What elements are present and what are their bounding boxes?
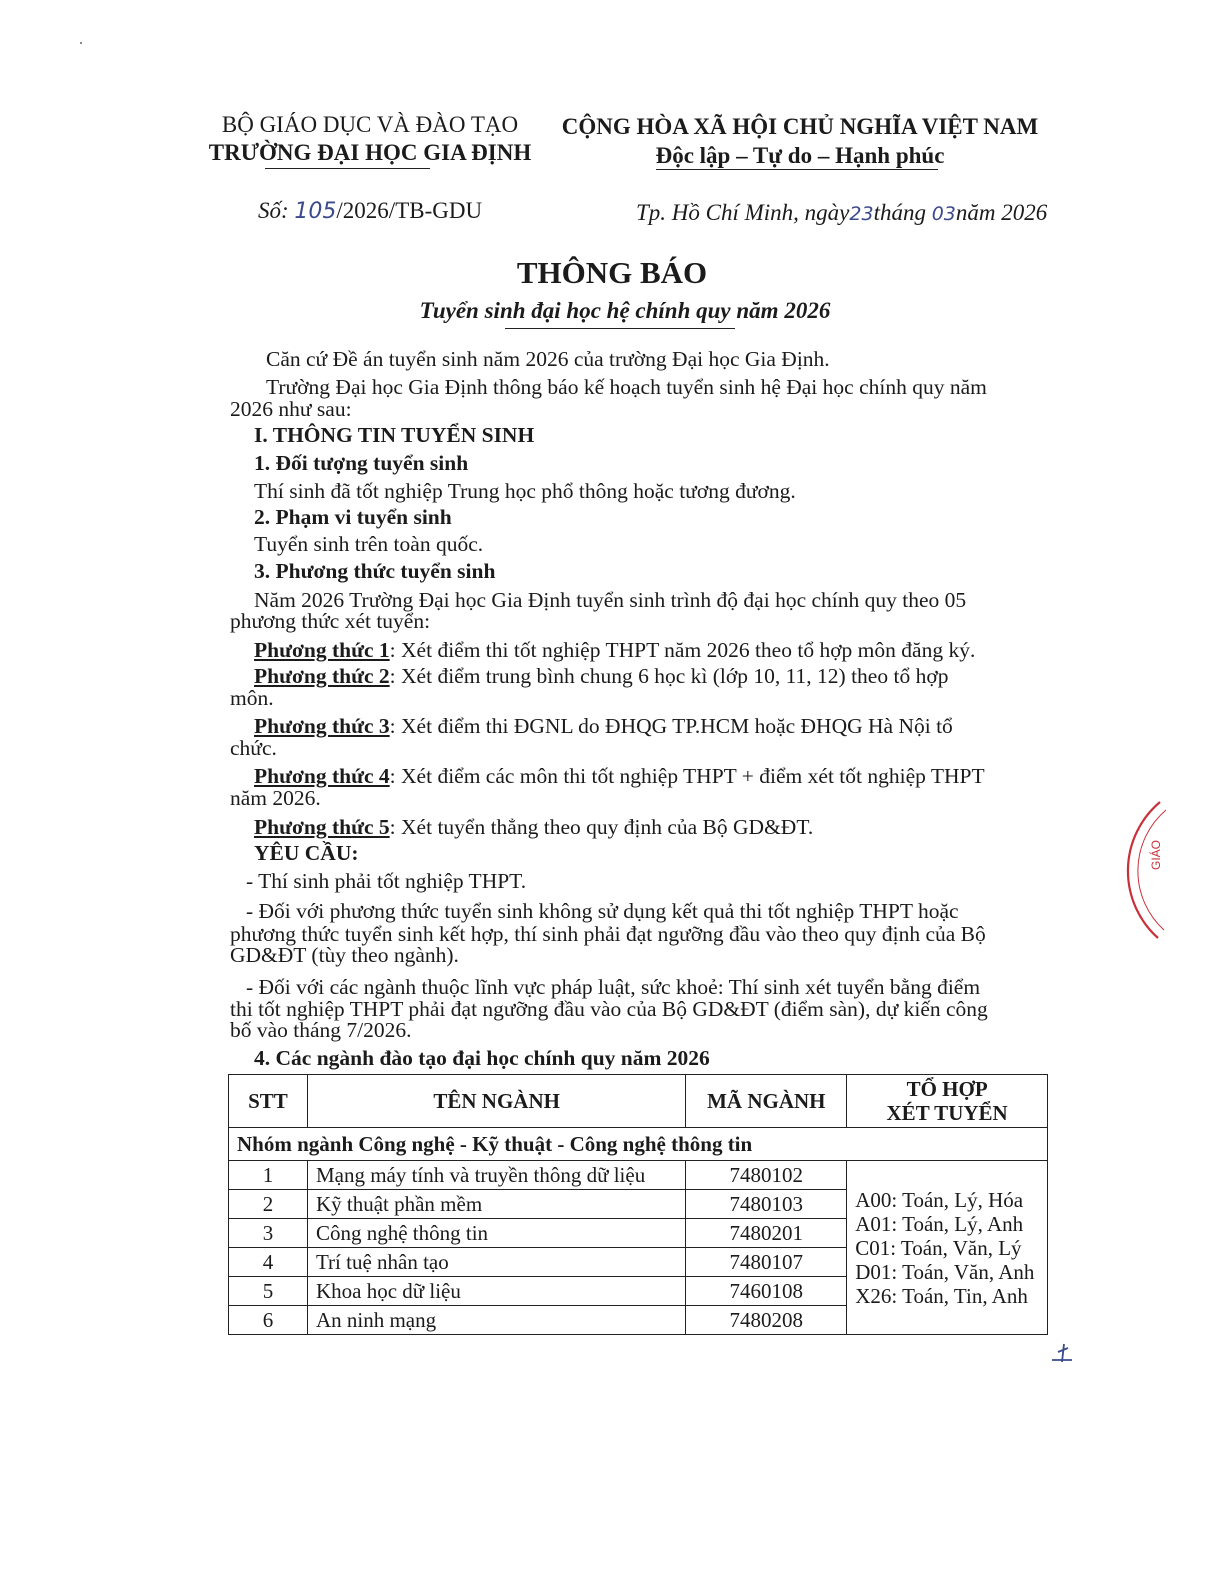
date-month: 03 [931, 203, 956, 225]
row-code: 7480102 [686, 1161, 847, 1190]
row-name: An ninh mạng [307, 1306, 685, 1335]
combo-item: C01: Toán, Văn, Lý [855, 1235, 1022, 1260]
row-stt: 3 [229, 1219, 308, 1248]
requirement-3c: bố vào tháng 7/2026. [230, 1018, 412, 1042]
method-1 [254, 638, 1054, 662]
method-2-text-b: môn. [230, 686, 274, 710]
combo-item: D01: Toán, Văn, Anh [855, 1259, 1035, 1284]
intro-line-2a: Trường Đại học Gia Định thông báo kế hoạch tuyển sinh hệ Đại học chính quy năm [266, 375, 987, 399]
initial-mark-icon [1048, 1340, 1078, 1366]
date-day: 23 [849, 203, 874, 225]
section-4-heading: 4. Các ngành đào tạo đại học chính quy năm 2026 [254, 1046, 710, 1070]
method-5-text: : Xét tuyển thẳng theo quy định của Bộ GD&ĐT. [389, 815, 814, 839]
row-stt: 2 [229, 1190, 308, 1219]
sub-3-text-a: Năm 2026 Trường Đại học Gia Định tuyển sinh trình độ đại học chính quy theo 05 [254, 588, 967, 612]
row-name: Mạng máy tính và truyền thông dữ liệu [307, 1161, 685, 1190]
method-2-text: : Xét điểm trung bình chung 6 học kì (lớp 10, 11, 12) theo tổ hợp [389, 664, 949, 688]
requirements-heading: YÊU CẦU: [254, 841, 359, 865]
intro-line-2b: 2026 như sau: [230, 397, 352, 421]
header-combo [847, 1075, 1048, 1128]
official-seal-partial [1120, 800, 1190, 940]
number-suffix: /2026/TB-GDU [336, 198, 483, 223]
ministry-name: BỘ GIÁO DỤC VÀ ĐÀO TẠO [221, 112, 519, 137]
document-title: THÔNG BÁO [516, 255, 708, 290]
number-handwritten: 105 [294, 199, 337, 224]
row-code: 7480201 [686, 1219, 847, 1248]
document-number [258, 196, 482, 227]
subtitle-underline [505, 328, 735, 329]
combo-item: A01: Toán, Lý, Anh [855, 1211, 1024, 1236]
method-5-label: Phương thức 5 [254, 815, 390, 839]
row-code: 7480103 [686, 1190, 847, 1219]
combo-item: A00: Toán, Lý, Hóa [855, 1187, 1024, 1212]
section-1-heading: I. THÔNG TIN TUYỂN SINH [254, 423, 535, 447]
number-prefix: Số: [258, 198, 289, 223]
requirement-3b: thi tốt nghiệp THPT phải đạt ngưỡng đầu vào của Bộ GD&ĐT (điểm sàn), dự kiến công [230, 997, 988, 1021]
row-name: Trí tuệ nhân tạo [307, 1248, 685, 1277]
method-5 [254, 815, 1054, 839]
requirement-1: - Thí sinh phải tốt nghiệp THPT. [246, 869, 527, 893]
combo-item: X26: Toán, Tin, Anh [855, 1283, 1028, 1308]
date-place: Tp. Hồ Chí Minh, ngày [636, 200, 850, 225]
method-4-label: Phương thức 4 [254, 764, 390, 788]
method-4-text-b: năm 2026. [230, 786, 321, 810]
row-code: 7460108 [686, 1277, 847, 1306]
method-2 [254, 664, 1054, 688]
document-subtitle: Tuyển sinh đại học hệ chính quy năm 2026 [419, 298, 831, 323]
university-name: TRƯỜNG ĐẠI HỌC GIA ĐỊNH [208, 140, 532, 165]
row-name: Khoa học dữ liệu [307, 1277, 685, 1306]
scan-speck [80, 42, 82, 44]
country-name: CỘNG HÒA XÃ HỘI CHỦ NGHĨA VIỆT NAM [561, 114, 1039, 139]
date-year-label: năm 2026 [955, 200, 1048, 225]
header-name: TÊN NGÀNH [307, 1075, 685, 1128]
header-combo-line-2: XÉT TUYỂN [886, 1101, 1008, 1125]
combo-cell [847, 1161, 1048, 1335]
header-stt: STT [229, 1075, 308, 1128]
row-stt: 1 [229, 1161, 308, 1190]
row-stt: 5 [229, 1277, 308, 1306]
method-4-text: : Xét điểm các môn thi tốt nghiệp THPT + điểm xét tốt nghiệp THPT [389, 764, 985, 788]
sub-2-text: Tuyển sinh trên toàn quốc. [254, 532, 484, 556]
requirement-2c: GD&ĐT (tùy theo ngành). [230, 943, 459, 967]
intro-line-1: Căn cứ Đề án tuyển sinh năm 2026 của trường Đại học Gia Định. [266, 347, 830, 371]
sub-2-heading: 2. Phạm vi tuyển sinh [254, 505, 452, 529]
table-row [229, 1161, 1048, 1190]
row-code: 7480208 [686, 1306, 847, 1335]
requirement-2a: - Đối với phương thức tuyển sinh không sử dụng kết quả thi tốt nghiệp THPT hoặc [246, 899, 959, 923]
header-combo-line-1: TỔ HỢP [906, 1077, 988, 1101]
method-3-text-b: chức. [230, 736, 277, 760]
sub-3-text-b: phương thức xét tuyển: [230, 609, 431, 633]
method-4 [254, 764, 1054, 788]
method-1-label: Phương thức 1 [254, 638, 390, 662]
group-name: Nhóm ngành Công nghệ - Kỹ thuật - Công nghệ thông tin [229, 1128, 1048, 1161]
row-name: Công nghệ thông tin [307, 1219, 685, 1248]
method-3 [254, 714, 1054, 738]
motto-underline [656, 169, 938, 170]
header-code: MÃ NGÀNH [686, 1075, 847, 1128]
document-date [636, 198, 1047, 229]
majors-table [228, 1074, 1048, 1335]
requirement-3a: - Đối với các ngành thuộc lĩnh vực pháp luật, sức khoẻ: Thí sinh xét tuyển bằng điểm [246, 975, 981, 999]
row-code: 7480107 [686, 1248, 847, 1277]
requirement-2b: phương thức tuyển sinh kết hợp, thí sinh phải đạt ngưỡng đầu vào theo quy định của Bộ [230, 922, 986, 946]
header-left-underline [265, 168, 430, 169]
method-3-label: Phương thức 3 [254, 714, 390, 738]
method-1-text: : Xét điểm thi tốt nghiệp THPT năm 2026 theo tổ hợp môn đăng ký. [389, 638, 976, 662]
sub-1-heading: 1. Đối tượng tuyển sinh [254, 451, 469, 475]
sub-3-heading: 3. Phương thức tuyển sinh [254, 559, 496, 583]
seal-text: GIÁO [1149, 839, 1163, 870]
row-name: Kỹ thuật phần mềm [307, 1190, 685, 1219]
national-motto: Độc lập – Tự do – Hạnh phúc [655, 143, 945, 168]
row-stt: 6 [229, 1306, 308, 1335]
row-stt: 4 [229, 1248, 308, 1277]
table-header-row [229, 1075, 1048, 1128]
sub-1-text: Thí sinh đã tốt nghiệp Trung học phổ thông hoặc tương đương. [254, 479, 796, 503]
method-3-text: : Xét điểm thi ĐGNL do ĐHQG TP.HCM hoặc ĐHQG Hà Nội tổ [389, 714, 953, 738]
method-2-label: Phương thức 2 [254, 664, 390, 688]
date-month-label: tháng [873, 200, 926, 225]
group-row [229, 1128, 1048, 1161]
